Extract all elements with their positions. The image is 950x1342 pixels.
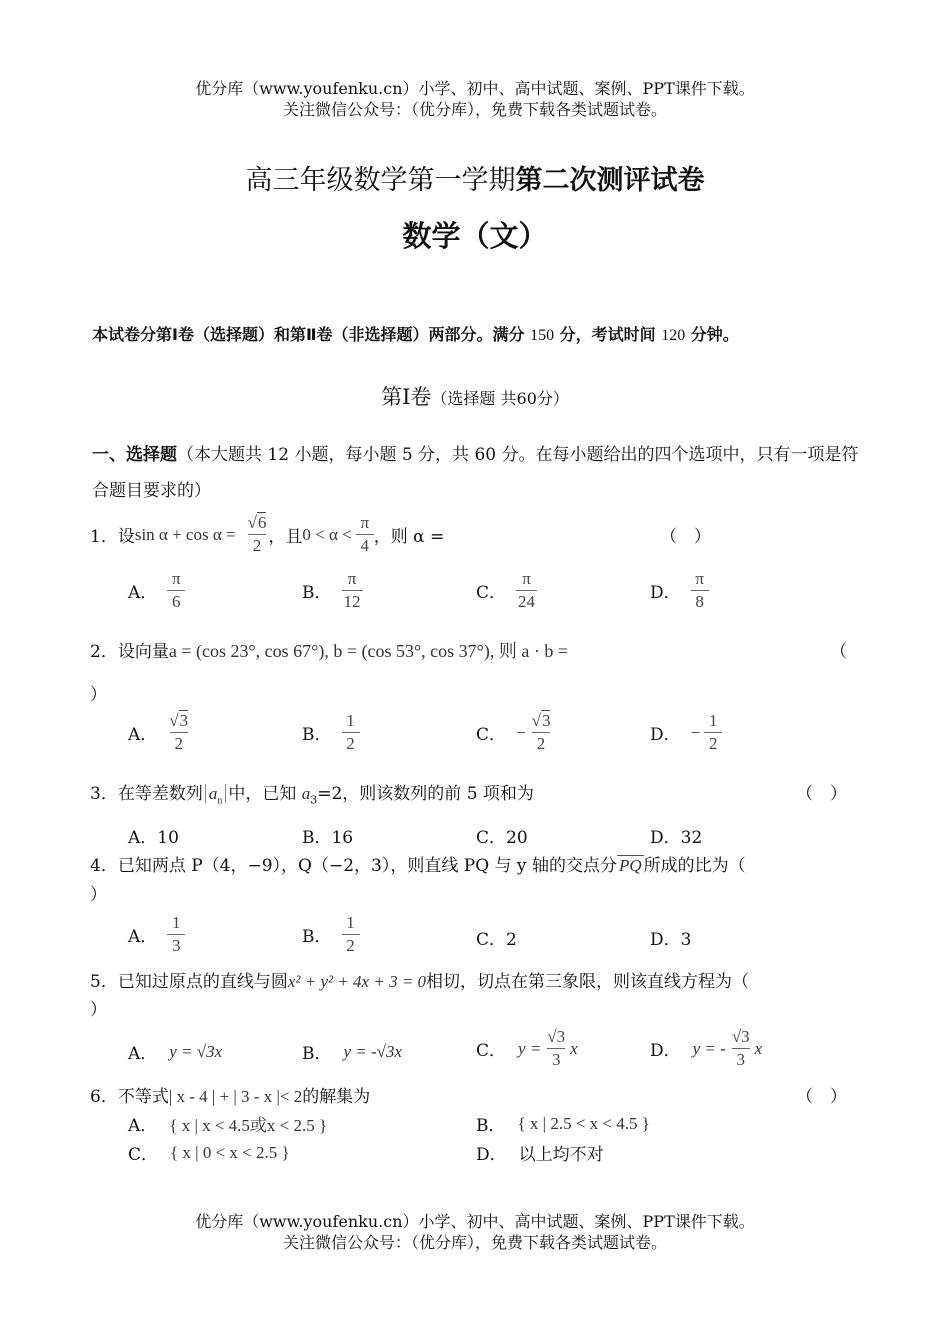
option-num: √3 (731, 1027, 750, 1046)
footer-line-1: 优分库（www.youfenku.cn）小学、初中、高中试题、案例、PPT课件下载。 (195, 1212, 755, 1231)
option-den: 8 (691, 590, 709, 613)
option-num: 1 (346, 711, 355, 730)
q3-answer-blank: （ ） (796, 784, 847, 804)
q4-vector-pq: PQ (618, 856, 642, 875)
q1-pi: π (360, 513, 370, 532)
option-num: 3 (541, 711, 551, 730)
option-label: A． (128, 583, 158, 603)
q1-four: 4 (356, 534, 374, 557)
q6-text-1: 6．不等式 (90, 1087, 169, 1107)
q4-text-2: 所成的比为（ (643, 856, 746, 876)
option-pre: y = - (692, 1038, 726, 1058)
banner-line-2: 关注微信公众号：（优分库），免费下载各类试题试卷。 (282, 100, 667, 119)
option-post: x (570, 1038, 578, 1058)
q6-text-2: 的解集为 (302, 1087, 371, 1107)
question-4 (90, 851, 746, 876)
section-1-label: 一、选择题 (92, 445, 177, 465)
option-num: 1 (346, 913, 355, 932)
q2-expr: a = (cos 23°, cos 67°), b = (cos 53°, cos 37°), 则 a · b = (168, 641, 569, 661)
question-5 (90, 967, 749, 992)
option-num: 1 (708, 711, 718, 730)
q6-option-b[interactable] (476, 1111, 650, 1136)
banner-line-1: 优分库（www.youfenku.cn）小学、初中、高中试题、案例、PPT课件下载。 (195, 79, 755, 98)
option-num: 3 (179, 711, 189, 730)
option-label: A． (128, 725, 158, 745)
exam-intro (92, 322, 739, 345)
option-pre: y = (518, 1038, 542, 1058)
q2-paren-open: （ (830, 642, 847, 662)
option-label: A． (128, 1044, 158, 1064)
q6-option-a[interactable] (128, 1111, 327, 1136)
q1-expr-1: sin α + cos α = (134, 524, 236, 544)
q3-number: 3．在等差数列 (90, 784, 203, 804)
question-2 (90, 637, 568, 663)
option-num: π (347, 569, 357, 588)
option-den: 2 (342, 732, 360, 755)
option-expr: { x | x < 4.5或x < 2.5 } (169, 1116, 328, 1135)
q6-answer-blank: （ ） (796, 1087, 847, 1107)
q2-option-c[interactable]: C． − $\frac{√3}{2}$ (476, 711, 551, 753)
q1-option-c[interactable] (476, 568, 537, 613)
option-den: 12 (343, 592, 361, 611)
option-sign: − (690, 722, 701, 742)
q5-option-c[interactable] (476, 1026, 578, 1071)
option-label: C． (476, 1041, 507, 1061)
q3-option-a[interactable]: A．10 (128, 828, 179, 848)
option-den: 6 (167, 590, 185, 613)
option-label: A． (128, 927, 158, 947)
q4-text-1: 4．已知两点 P（4，−9），Q（−2，3），则直线 PQ 与 y 轴的交点分 (90, 856, 617, 876)
q1-option-d[interactable] (650, 568, 709, 613)
option-den: 3 (732, 1048, 750, 1071)
q2-option-b[interactable] (302, 710, 360, 755)
part-1-main: 第Ⅰ卷 (381, 385, 432, 409)
intro-text-3: 分钟。 (685, 325, 739, 344)
q4-option-a[interactable] (128, 912, 185, 957)
option-label: C． (476, 725, 507, 745)
option-num: π (522, 569, 531, 588)
option-expr: { x | 2.5 < x < 4.5 } (517, 1113, 650, 1133)
q5-paren-close: ） (90, 1000, 107, 1020)
option-label: D． (650, 725, 681, 745)
option-label: D． (476, 1145, 507, 1165)
question-6 (90, 1082, 370, 1107)
q4-option-d[interactable]: D．3 (650, 930, 692, 950)
option-num: π (695, 569, 704, 588)
header-banner (0, 78, 950, 120)
q5-expr: x² + y² + 4x + 3 = 0 (287, 972, 427, 991)
q1-option-a[interactable] (128, 568, 185, 613)
option-den: 2 (704, 732, 722, 755)
q1-number: 1．设 (90, 527, 135, 547)
option-label: B． (302, 1044, 332, 1064)
q3-a3-sub: 3 (310, 793, 318, 807)
option-label: B． (302, 583, 332, 603)
option-den: 2 (342, 934, 360, 957)
q1-end: ，则 α = (373, 527, 445, 547)
option-label: C． (476, 583, 507, 603)
option-expr: 以上均不对 (518, 1145, 604, 1165)
option-den: 2 (532, 732, 550, 755)
part-1-heading (0, 381, 950, 411)
option-post: x (754, 1038, 763, 1058)
footer-banner (0, 1211, 950, 1253)
option-num: √3 (547, 1027, 566, 1046)
q3-end: =2，则该数列的前 5 项和为 (317, 784, 534, 804)
option-label: B． (302, 725, 332, 745)
title-part-2: 第二次测评试卷 (515, 165, 705, 196)
q5-option-d[interactable] (650, 1026, 762, 1071)
q3-option-d[interactable]: D．32 (650, 828, 703, 848)
option-expr: y = √3x (169, 1041, 223, 1061)
q3-sequence (205, 784, 227, 807)
q4-paren-close: ） (90, 885, 107, 905)
q6-option-c[interactable] (128, 1140, 290, 1165)
q1-fraction: $\frac{√6}{2}$ (247, 513, 267, 555)
q1-answer-blank: （ ） (660, 527, 711, 547)
q3-a3: a (301, 784, 311, 803)
footer-line-2: 关注微信公众号：（优分库），免费下载各类试题试卷。 (282, 1233, 667, 1252)
q1-frac-num: 6 (257, 513, 267, 532)
q2-option-d[interactable] (650, 710, 722, 755)
q5-text-2: 相切，切点在第三象限，则该直线方程为（ (426, 972, 750, 992)
q1-frac-den: 2 (248, 534, 266, 557)
option-den: 2 (170, 732, 188, 755)
q2-number: 2．设向量 (90, 642, 169, 662)
option-label: A． (128, 1116, 158, 1136)
option-den: 3 (167, 934, 185, 957)
title-part-1: 高三年级数学第一学期 (245, 165, 516, 196)
q5-option-a[interactable] (128, 1039, 222, 1064)
question-3 (90, 779, 534, 806)
q3-option-c[interactable]: C．20 (476, 828, 528, 848)
q3-option-b[interactable]: B．16 (302, 828, 354, 848)
q5-text-1: 5．已知过原点的直线与圆 (90, 972, 288, 992)
option-expr: y = -√3x (343, 1041, 403, 1061)
option-num: 1 (172, 913, 181, 932)
option-den: 24 (518, 592, 536, 611)
q3-mid: 中，已知 (228, 784, 302, 804)
section-1-header (92, 437, 872, 509)
option-label: B． (302, 927, 332, 947)
option-label: B． (476, 1116, 506, 1136)
q1-expr-2: 0 < α < (302, 524, 352, 544)
section-1-desc: （本大题共 12 小题，每小题 5 分，共 60 分。在每小题给出的四个选项中，只有一项是符合题目要求的） (92, 445, 859, 501)
page-title (0, 158, 950, 197)
intro-text-1: 本试卷分第Ⅰ卷（选择题）和第Ⅱ卷（非选择题）两部分。满分 (92, 325, 531, 344)
q6-expr: | x - 4 | + | 3 - x |< 2 (168, 1087, 303, 1106)
q3-seq-sub: n (217, 795, 223, 807)
q1-option-b[interactable] (302, 568, 363, 613)
q3-seq-a: a (208, 784, 218, 803)
q4-option-c[interactable]: C．2 (476, 930, 517, 950)
subject-title: 数学（文） (402, 219, 548, 253)
option-num: π (171, 569, 181, 588)
option-label: D． (650, 583, 681, 603)
option-expr: { x | 0 < x < 2.5 } (170, 1142, 290, 1162)
option-den: 3 (547, 1048, 565, 1071)
q4-option-b[interactable] (302, 912, 360, 957)
q2-paren-close: ） (90, 685, 107, 705)
question-1 (90, 512, 444, 557)
q2-option-a[interactable]: A． $\frac{√3}{2}$ (128, 711, 189, 753)
intro-text-2: 分，考试时间 (554, 325, 662, 344)
intro-time: 120 (661, 327, 686, 344)
q1-mid: ，且 (268, 527, 303, 547)
intro-score: 150 (530, 327, 555, 344)
option-label: D． (650, 1041, 681, 1061)
q1-pi-fraction (356, 512, 374, 557)
q6-option-d[interactable] (476, 1140, 604, 1165)
option-label: C． (128, 1145, 159, 1165)
part-1-sub: （选择题 共60分） (431, 389, 569, 408)
option-sign: − (516, 722, 526, 742)
q5-option-b[interactable] (302, 1039, 402, 1064)
